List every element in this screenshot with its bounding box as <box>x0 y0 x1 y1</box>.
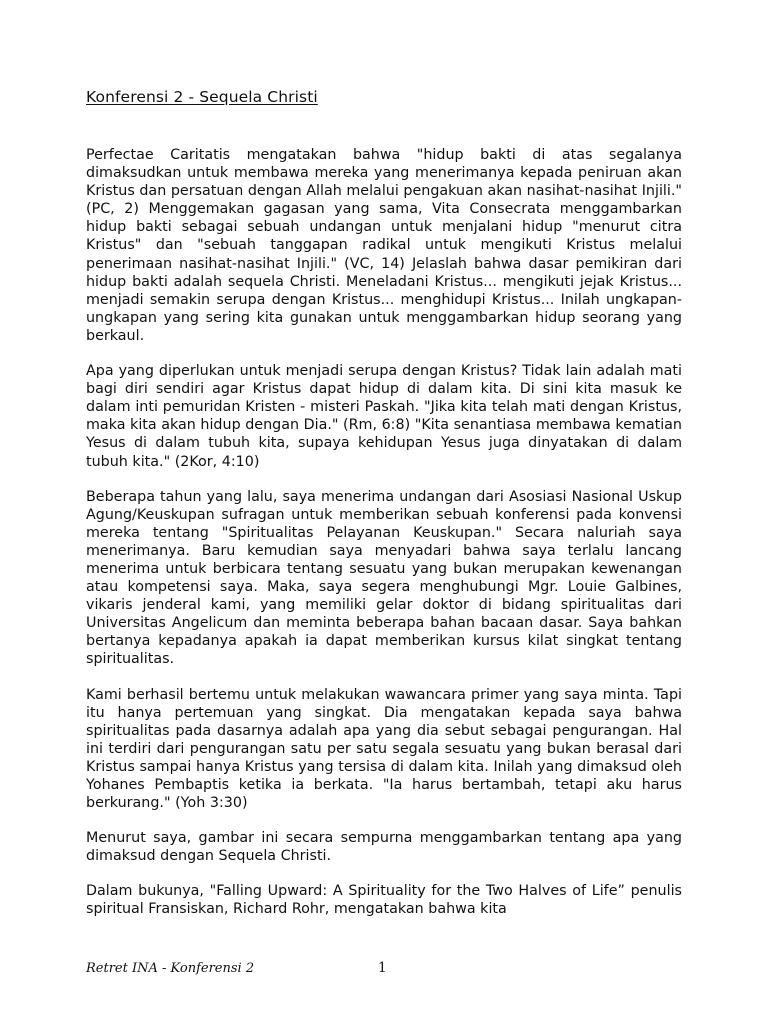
page-title: Konferensi 2 - Sequela Christi <box>86 88 318 106</box>
paragraph: Apa yang diperlukan untuk menjadi serupa dengan Kristus? Tidak lain adalah mati bagi diri sendiri agar Kristus dapat hidup di dalam kita. Di sini kita masuk ke dalam inti pemuridan Kristen - misteri Paskah. "Jika kita telah mati dengan Kristus, maka kita akan hidup dengan Dia." (Rm, 6:8) "Kita senantiasa membawa kematian Yesus di dalam tubuh kita, supaya kehidupan Yesus juga dinyatakan di dalam tubuh kita." (2Kor, 4:10) <box>86 363 682 470</box>
paragraph: Beberapa tahun yang lalu, saya menerima undangan dari Asosiasi Nasional Uskup Agung/Keuskupan sufragan untuk memberikan sebuah konferensi pada konvensi mereka tentang "Spiritualitas Pelayanan Keuskupan." Secara naluriah saya menerimanya. Baru kemudian saya menyadari bahwa saya terlalu lancang menerima untuk berbicara tentang sesuatu yang bukan merupakan kewenangan atau kompetensi saya. Maka, saya segera menghubungi Mgr. Louie Galbines, vikaris jenderal kami, yang memiliki gelar doktor di bidang spiritualitas dari Universitas Angelicum dan meminta beberapa bahan bacaan dasar. Saya bahkan bertanya kepadanya apakah ia dapat memberikan kursus kilat singkat tentang spiritualitas. <box>86 488 682 668</box>
paragraph: Kami berhasil bertemu untuk melakukan wawancara primer yang saya minta. Tapi itu hanya pertemuan yang singkat. Dia mengatakan kepada saya bahwa spiritualitas pada dasarnya adalah apa yang dia sebut sebagai pengurangan. Hal ini terdiri dari pengurangan satu per satu segala sesuatu yang bukan berasal dari Kristus sampai hanya Kristus yang tersisa di dalam kita. Inilah yang dimaksud oleh Yohanes Pembaptis ketika ia berkata. "Ia harus bertambah, tetapi aku harus berkurang." (Yoh 3:30) <box>86 686 682 812</box>
paragraph: Dalam bukunya, "Falling Upward: A Spirituality for the Two Halves of Life” penulis spiritual Fransiskan, Richard Rohr, mengatakan bahwa kita <box>86 883 682 918</box>
page-number: 1 <box>378 960 387 976</box>
paragraph: Perfectae Caritatis mengatakan bahwa "hidup bakti di atas segalanya dimaksudkan untuk membawa mereka yang menerimanya kepada peniruan akan Kristus dan persatuan dengan Allah melalui pengakuan akan nasihat-nasihat Injili." (PC, 2) Menggemakan gagasan yang sama, Vita Consecrata menggambarkan hidup bakti sebagai sebuah undangan untuk menjalani hidup "menurut citra Kristus" dan "sebuah tanggapan radikal untuk mengikuti Kristus melalui penerimaan nasihat-nasihat Injili." (VC, 14) Jelaslah bahwa dasar pemikiran dari hidup bakti adalah sequela Christi. Meneladani Kristus... mengikuti jejak Kristus... menjadi semakin serupa dengan Kristus... menghidupi Kristus... Inilah ungkapan-ungkapan yang sering kita gunakan untuk menggambarkan hidup seorang yang berkaul. <box>86 147 682 344</box>
footer-running-title: Retret INA - Konferensi 2 <box>86 961 255 976</box>
paragraph: Menurut saya, gambar ini secara sempurna menggambarkan tentang apa yang dimaksud dengan Sequela Christi. <box>86 830 682 865</box>
document-body <box>86 146 682 936</box>
